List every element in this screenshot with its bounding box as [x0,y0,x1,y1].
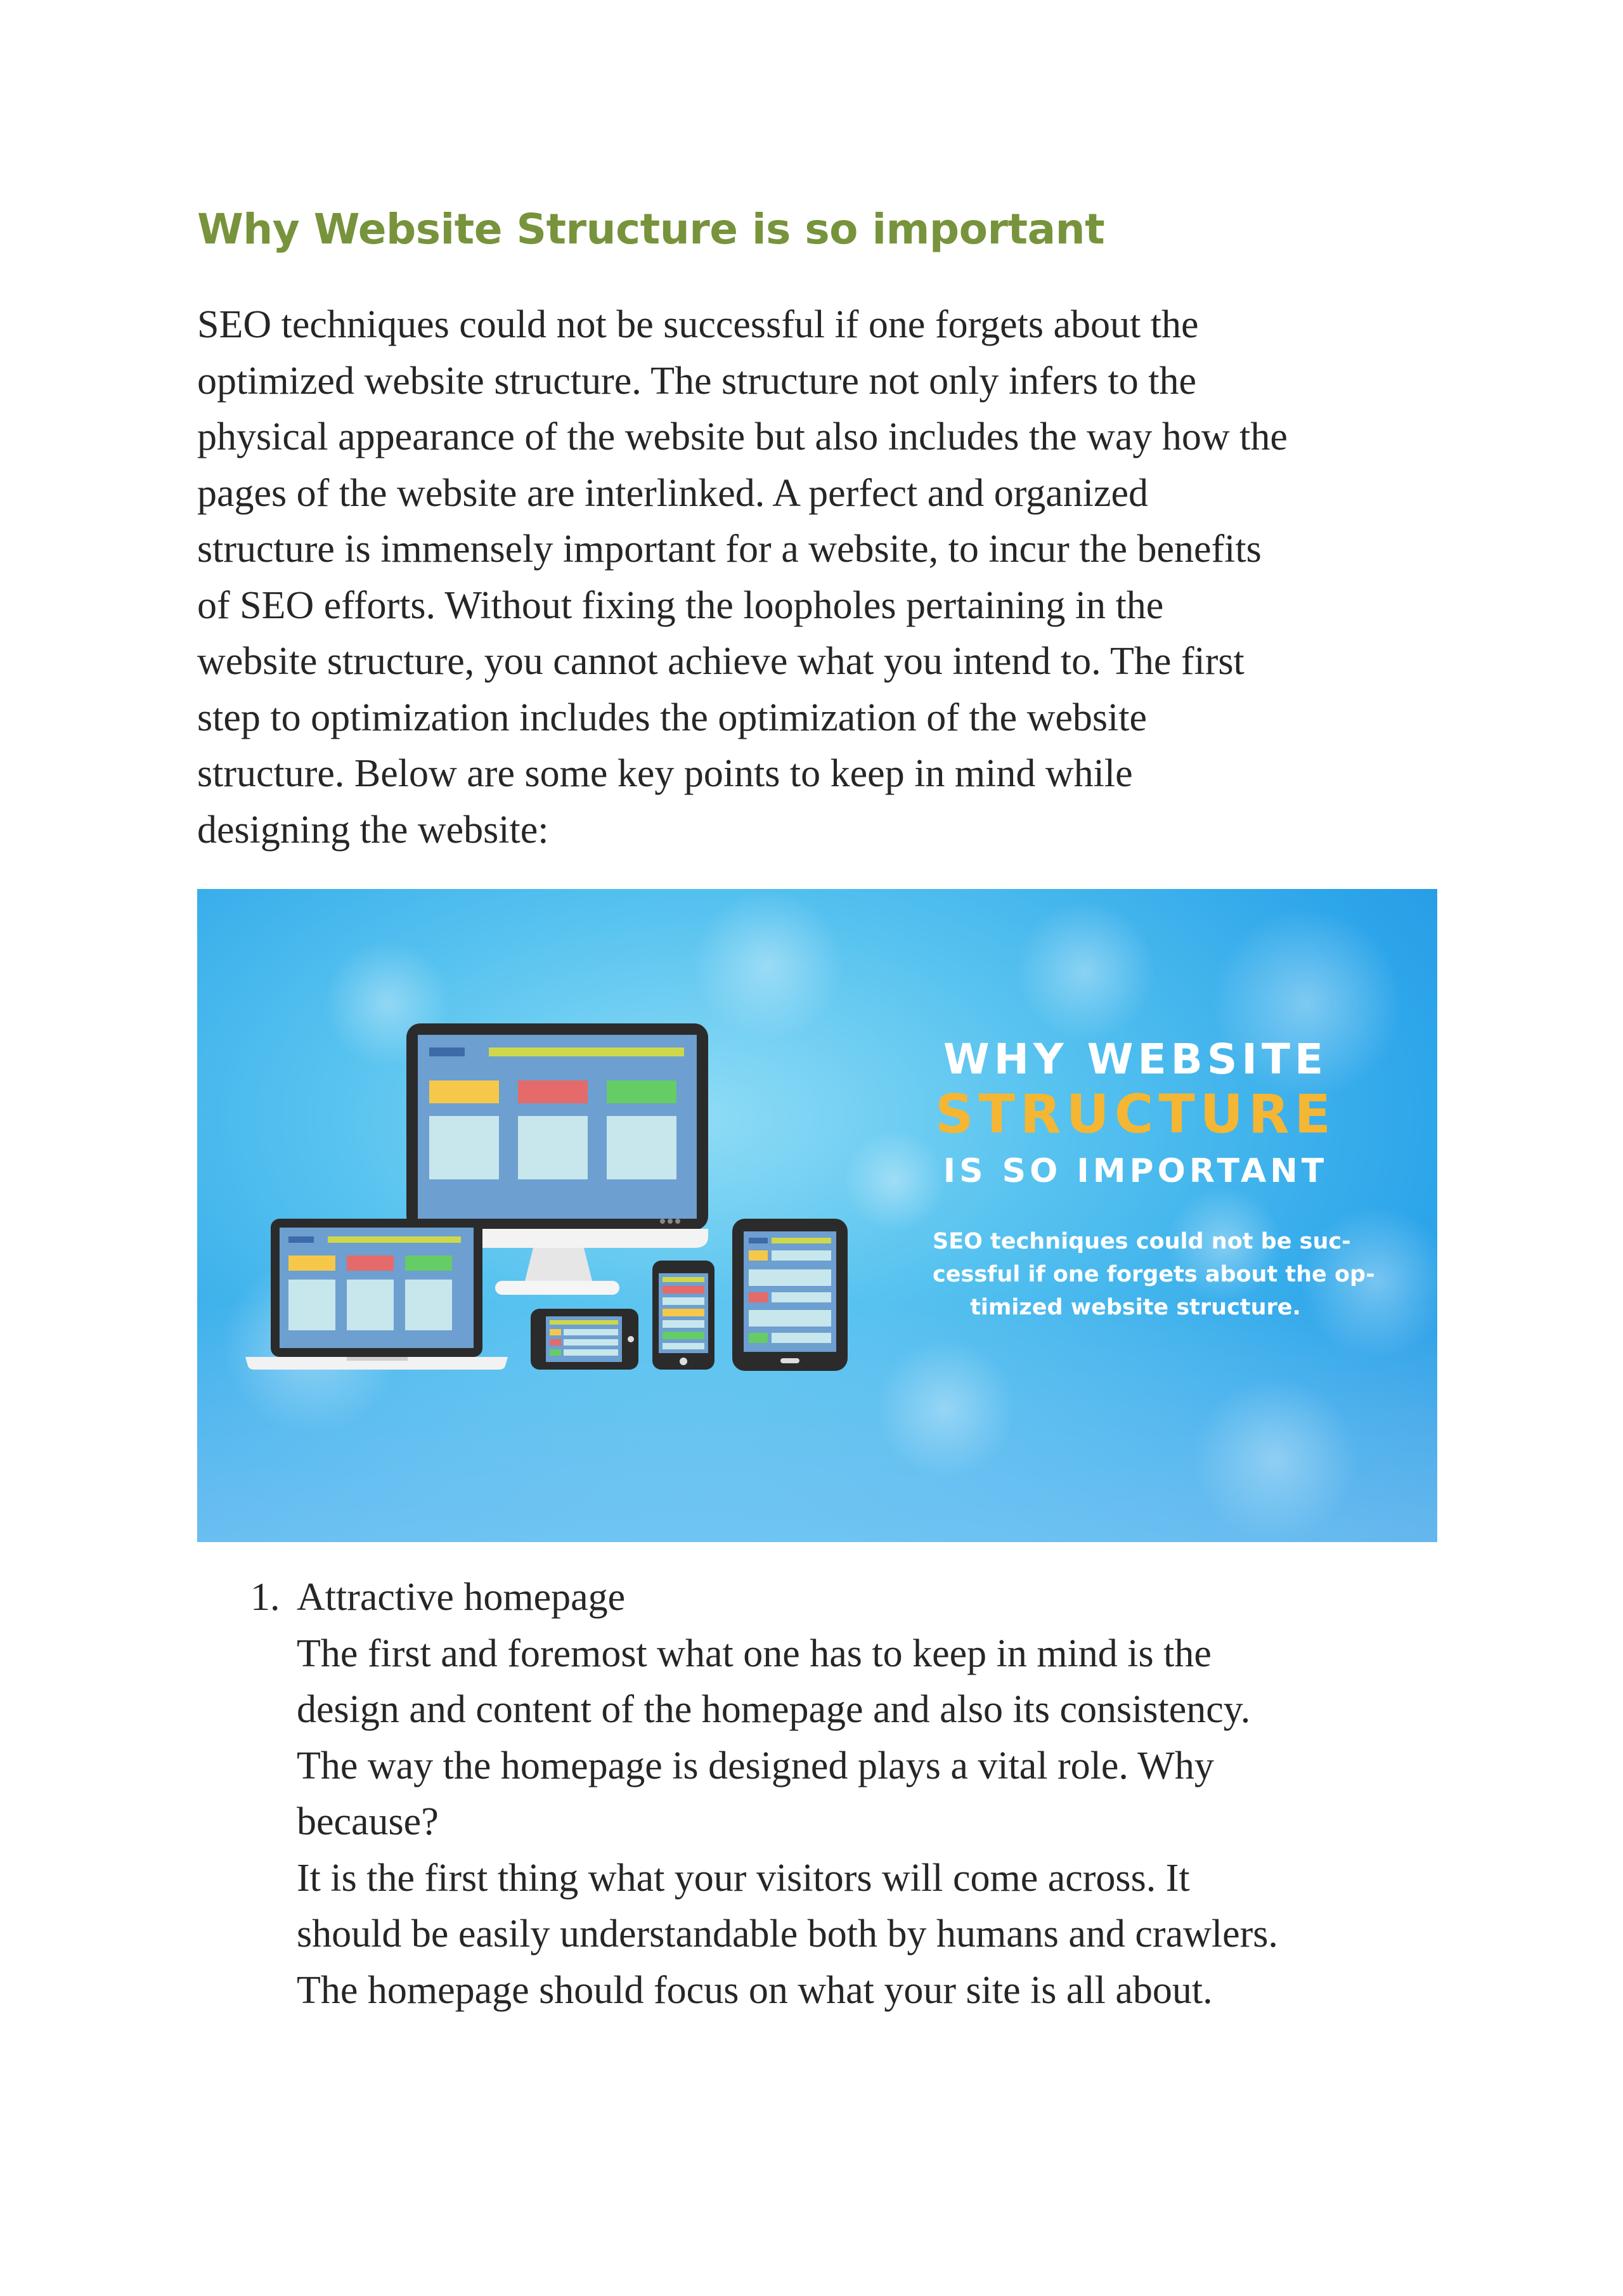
intro-line: physical appearance of the website but also includes the way how the [197,415,1288,458]
intro-paragraph [197,297,1465,858]
banner-title-line3: IS SO IMPORTANT [943,1152,1328,1190]
banner-image [197,889,1437,1542]
intro-line: step to optimization includes the optimization of the website [197,696,1148,739]
banner-caption-line: cessful if one forgets about the op- [933,1262,1375,1287]
intro-line: designing the website: [197,808,549,852]
list-number: 1. [250,1576,280,1619]
intro-line: structure is immensely important for a website, to incur the benefits [197,528,1262,571]
list-item [297,1569,1438,2018]
tablet-icon [732,1219,848,1371]
page-heading: Why Website Structure is so important [197,205,1105,254]
small-tablet-icon [531,1309,638,1370]
banner-text-block [933,1034,1375,1324]
banner-title-line1: WHY WEBSITE [943,1035,1328,1084]
banner-title-line2: STRUCTURE [935,1083,1336,1145]
intro-line: SEO techniques could not be successful if one forgets about the [197,303,1199,346]
list-item-line: It is the first thing what your visitors will come across. It [297,1856,1190,1900]
banner-caption-line: timized website structure. [970,1295,1301,1320]
list-item-line: The homepage should focus on what your site is all about. [297,1968,1213,2012]
intro-line: structure. Below are some key points to keep in mind while [197,752,1133,795]
banner-caption [933,1225,1375,1324]
intro-line: of SEO efforts. Without fixing the loopholes pertaining in the [197,583,1164,627]
intro-line: pages of the website are interlinked. A perfect and organized [197,471,1149,515]
laptop-icon [245,1219,508,1370]
list-item-line: should be easily understandable both by humans and crawlers. [297,1912,1278,1955]
list-item-line: design and content of the homepage and also its consistency. [297,1688,1251,1731]
phone-icon [652,1261,715,1370]
list-item-line: because? [297,1800,439,1843]
intro-line: optimized website structure. The structure not only infers to the [197,359,1197,403]
banner-caption-line: SEO techniques could not be suc- [933,1229,1351,1254]
list-item-line: The first and foremost what one has to keep in mind is the [297,1631,1212,1675]
list-item-title: Attractive homepage [297,1576,626,1619]
intro-line: website structure, you cannot achieve what you intend to. The first [197,640,1245,683]
list-item-line: The way the homepage is designed plays a vital role. Why [297,1744,1214,1787]
